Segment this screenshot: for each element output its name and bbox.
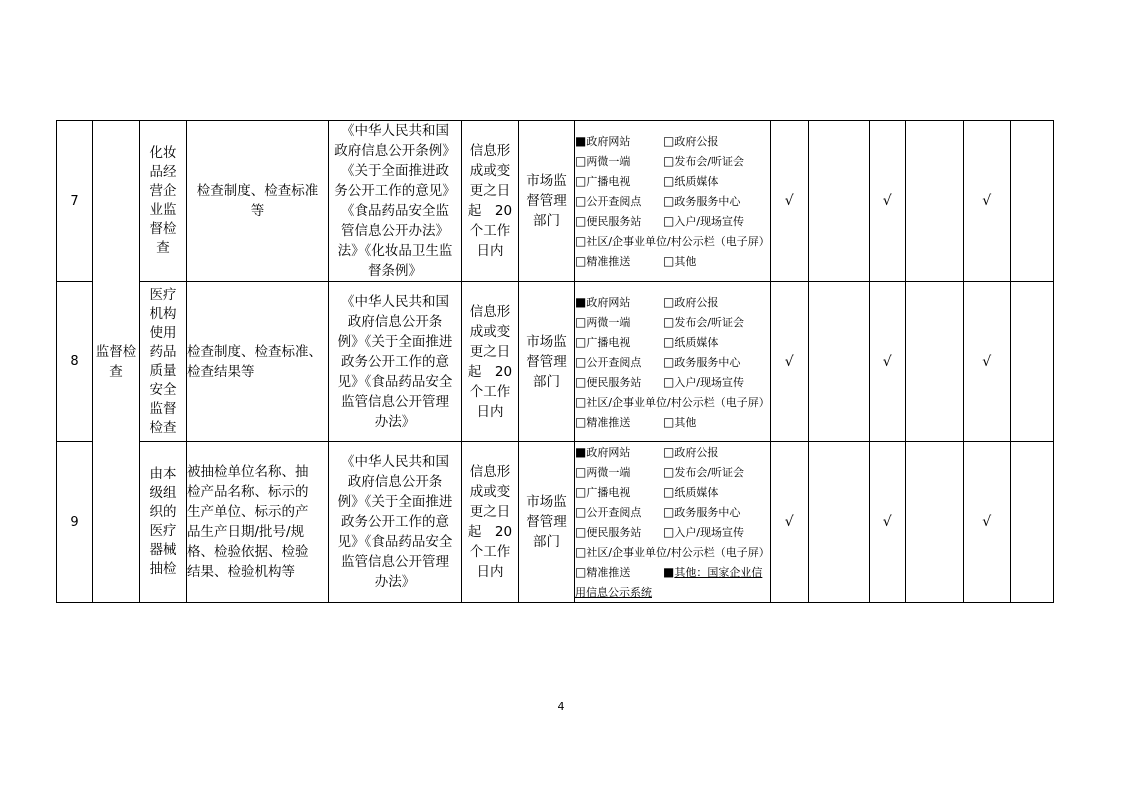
- check-mark: √: [770, 121, 808, 282]
- timing-cell: 信息形 成或变 更之日 起 20 个工作 日内: [462, 121, 519, 282]
- sub-item-cell: 化妆 品经 营企 业监 督检 查: [140, 121, 187, 282]
- page-number: 4: [557, 700, 565, 713]
- timing-cell: 信息形 成或变 更之日 起 20 个工作 日内: [462, 282, 519, 442]
- row-number: 7: [57, 121, 93, 282]
- check-mark: √: [869, 121, 905, 282]
- row-number: 9: [57, 442, 93, 603]
- empty-cell: [905, 282, 963, 442]
- timing-cell: 信息形 成或变 更之日 起 20 个工作 日内: [462, 442, 519, 603]
- empty-cell: [1010, 282, 1053, 442]
- empty-cell: [905, 442, 963, 603]
- row-number: 8: [57, 282, 93, 442]
- check-mark: √: [963, 282, 1010, 442]
- empty-cell: [1010, 121, 1053, 282]
- department-cell: 市场监 督管理 部门: [519, 282, 575, 442]
- channels-cell: ■政府网站 □政府公报 □两微一端 □发布会/听证会 □广播电视 □纸质媒体 □公开查阅点 □政务服务中心 □便民服务站 □入户/现场宣传 □ 社区/企事业单位/村公示栏（电子屏） □精准推送 □其他: [575, 282, 771, 442]
- empty-cell: [808, 442, 869, 603]
- table-row: [57, 121, 1054, 282]
- department-cell: 市场监 督管理 部门: [519, 442, 575, 603]
- sub-item-cell: 由本 级组 织的 医疗 器械 抽检: [140, 442, 187, 603]
- content-cell: 被抽检单位名称、抽 检产品名称、标示的 生产单位、标示的产 品生产日期/批号/规 格、检验依据、检验 结果、检验机构等: [187, 442, 329, 603]
- empty-cell: [1010, 442, 1053, 603]
- department-cell: 市场监 督管理 部门: [519, 121, 575, 282]
- empty-cell: [808, 121, 869, 282]
- check-mark: √: [963, 442, 1010, 603]
- sub-item-cell: 医疗 机构 使用 药品 质量 安全 监督 检查: [140, 282, 187, 442]
- basis-cell: 《中华人民共和国 政府信息公开条例》 《关于全面推进政 务公开工作的意见》 《食品药品安全监 管信息公开办法》 法》《化妆品卫生监 督条例》: [329, 121, 462, 282]
- basis-cell: 《中华人民共和国 政府信息公开条 例》《关于全面推进 政务公开工作的意 见》《食品药品安全 监管信息公开管理 办法》: [329, 442, 462, 603]
- empty-cell: [808, 282, 869, 442]
- empty-cell: [905, 121, 963, 282]
- category-label: 监督检查: [95, 343, 137, 380]
- category-cell: [93, 121, 140, 603]
- basis-cell: 《中华人民共和国 政府信息公开条 例》《关于全面推进 政务公开工作的意 见》《食品药品安全 监管信息公开管理 办法》: [329, 282, 462, 442]
- content-cell: 检查制度、检查标准、 检查结果等: [187, 282, 329, 442]
- table-row: [57, 442, 1054, 603]
- table-row: [57, 282, 1054, 442]
- channels-cell: ■政府网站 □政府公报 □两微一端 □发布会/听证会 □广播电视 □纸质媒体 □公开查阅点 □政务服务中心 □便民服务站 □入户/现场宣传 □ 社区/企事业单位/村公示栏（电子屏） □精准推送 □其他: [575, 121, 771, 282]
- check-mark: √: [869, 282, 905, 442]
- check-mark: √: [770, 442, 808, 603]
- check-mark: √: [963, 121, 1010, 282]
- content-cell: 检查制度、检查标准 等: [187, 121, 329, 282]
- disclosure-table: [56, 120, 1054, 603]
- check-mark: √: [869, 442, 905, 603]
- check-mark: √: [770, 282, 808, 442]
- channels-cell: ■政府网站 □政府公报 □两微一端 □发布会/听证会 □广播电视 □纸质媒体 □公开查阅点 □政务服务中心 □便民服务站 □入户/现场宣传 □ 社区/企事业单位/村公示栏（电子屏） □精准推送 ■其他：国家企业信 用信息公示系统: [575, 442, 771, 603]
